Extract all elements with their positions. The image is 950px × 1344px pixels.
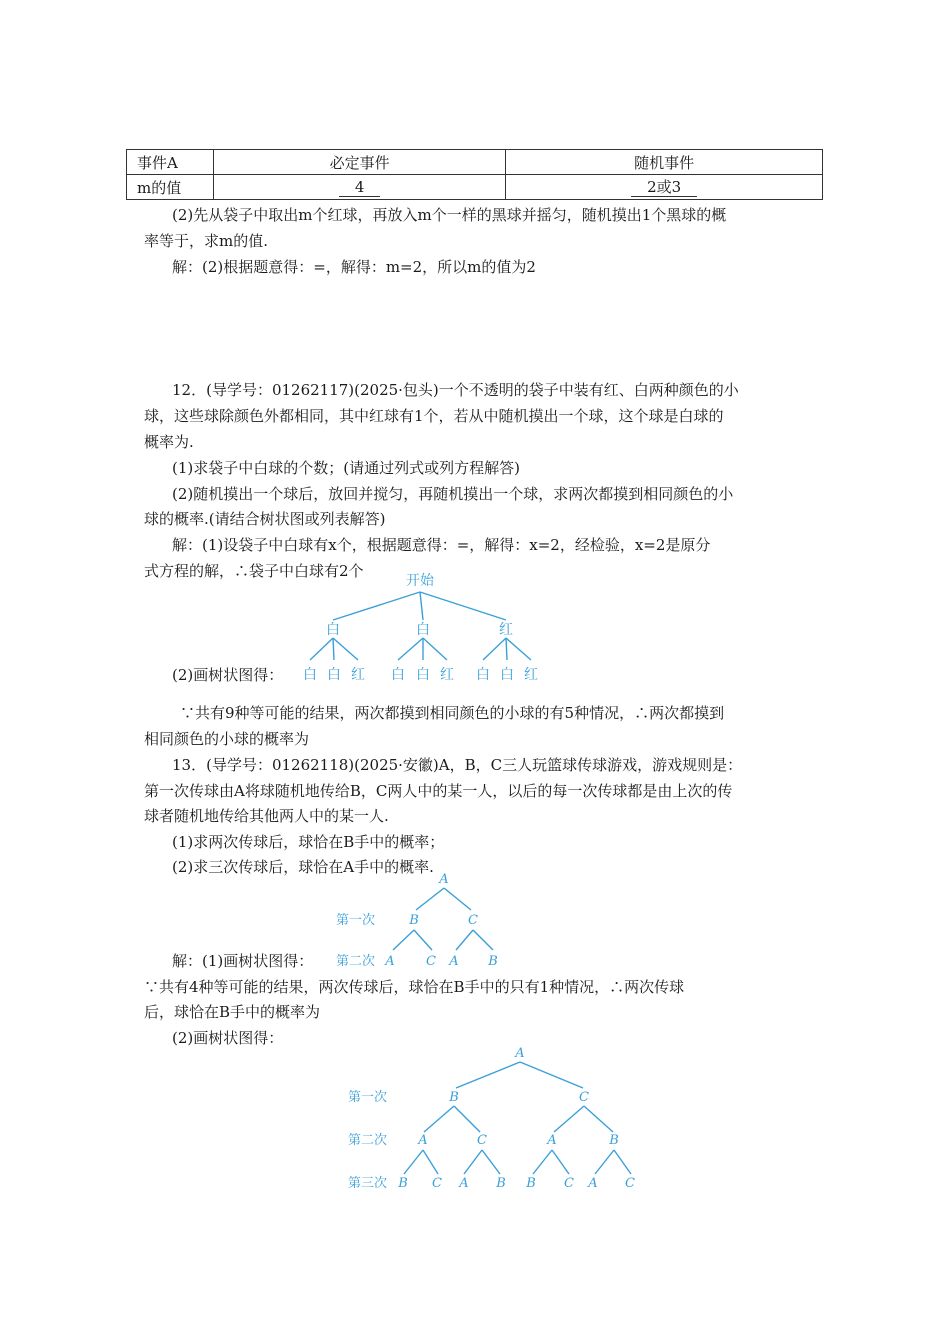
table-row <box>127 175 823 200</box>
solution-text: ∵共有9种等可能的结果，两次都摸到相同颜色的小球的有5种情况，∴两次都摸到 <box>180 704 725 722</box>
answer-blank: 4 <box>339 178 381 197</box>
solution-text: 解：(1)画树状图得： <box>172 952 314 970</box>
tree-node: A <box>418 1133 428 1148</box>
tree-node: 红 <box>499 622 513 638</box>
tree-leaf: C <box>564 1176 574 1191</box>
tree-root: A <box>515 1046 525 1061</box>
tree-leaf: 白 <box>476 667 490 683</box>
answer-blank: 2或3 <box>631 178 697 197</box>
table-cell: 事件A <box>127 150 214 175</box>
solution-text: ∵共有4种等可能的结果，两次传球后，球恰在B手中的只有1种情况，∴两次传球 <box>144 978 685 996</box>
tree-node: A <box>547 1133 557 1148</box>
table-cell: m的值 <box>127 175 214 200</box>
tree-leaf: 白 <box>416 667 430 683</box>
question-text: 球的概率.(请结合树状图或列表解答) <box>144 510 386 528</box>
color-tree-diagram <box>290 568 550 686</box>
table-cell <box>214 175 506 200</box>
question-text: (2)求三次传球后，球恰在A手中的概率. <box>172 858 434 876</box>
tree-leaf: B <box>488 954 498 969</box>
tree-leaf: 白 <box>500 667 514 683</box>
question-text: (2)先从袋子中取出m个红球，再放入m个一样的黑球并摇匀，随机摸出1个黑球的概 <box>172 206 727 224</box>
tree-node: B <box>409 913 419 928</box>
question-text: (1)求袋子中白球的个数；(请通过列式或列方程解答) <box>172 459 520 477</box>
tree-node: 白 <box>416 622 430 638</box>
tree-root: A <box>439 872 449 887</box>
question-text: 率等于，求m的值. <box>144 232 268 250</box>
pass-tree-diagram-three <box>340 1040 640 1192</box>
tree-node: B <box>449 1090 459 1105</box>
tree-node: C <box>468 913 478 928</box>
question-text: (2)随机摸出一个球后，放回并搅匀，再随机摸出一个球，求两次都摸到相同颜色的小 <box>172 485 734 503</box>
question-text: 12．(导学号：01262117)(2025·包头)一个不透明的袋子中装有红、白两种颜色的小 <box>172 381 739 399</box>
events-table <box>126 149 823 200</box>
tree-node: 白 <box>326 622 340 638</box>
solution-text: 式方程的解，∴袋子中白球有2个 <box>144 562 364 580</box>
row-label: 第二次 <box>336 954 376 969</box>
tree-leaf: 白 <box>303 667 317 683</box>
question-text: 13．(导学号：01262118)(2025·安徽)A，B，C三人玩篮球传球游戏，游戏规则是： <box>172 756 743 774</box>
table-row <box>127 150 823 175</box>
solution-text: 相同颜色的小球的概率为 <box>144 730 310 748</box>
tree-leaf: 红 <box>440 667 454 683</box>
question-text: 概率为. <box>144 433 194 451</box>
tree-node: C <box>579 1090 589 1105</box>
tree-leaf: 红 <box>524 667 538 683</box>
solution-text: 解：(2)根据题意得：=，解得：m=2，所以m的值为2 <box>172 258 536 276</box>
question-text: 第一次传球由A将球随机地传给B，C两人中的某一人，以后的每一次传球都是由上次的传 <box>144 782 733 800</box>
tree-node: C <box>477 1133 487 1148</box>
question-text: 球者随机地传给其他两人中的某一人. <box>144 807 389 825</box>
tree-leaf: C <box>432 1176 442 1191</box>
row-label: 第二次 <box>348 1133 388 1148</box>
tree-leaf: A <box>449 954 459 969</box>
tree-leaf: B <box>496 1176 506 1191</box>
tree-leaf: B <box>398 1176 408 1191</box>
solution-text: (2)画树状图得： <box>172 666 284 684</box>
tree-leaf: 白 <box>327 667 341 683</box>
solution-text: 后，球恰在B手中的概率为 <box>144 1003 321 1021</box>
tree-node: B <box>609 1133 619 1148</box>
tree-leaf: 白 <box>391 667 405 683</box>
table-cell <box>506 175 823 200</box>
table-cell: 随机事件 <box>506 150 823 175</box>
row-label: 第一次 <box>336 913 376 928</box>
tree-root: 开始 <box>406 573 434 589</box>
question-text: (1)求两次传球后，球恰在B手中的概率； <box>172 833 445 851</box>
solution-text: (2)画树状图得： <box>172 1029 284 1047</box>
tree-leaf: B <box>526 1176 536 1191</box>
row-label: 第三次 <box>348 1176 388 1191</box>
tree-leaf: C <box>625 1176 635 1191</box>
table-cell: 必定事件 <box>214 150 506 175</box>
tree-leaf: A <box>385 954 395 969</box>
pass-tree-diagram-two <box>330 866 510 970</box>
tree-leaf: A <box>588 1176 598 1191</box>
tree-leaf: A <box>459 1176 469 1191</box>
row-label: 第一次 <box>348 1090 388 1105</box>
solution-text: 解：(1)设袋子中白球有x个，根据题意得：=，解得：x=2，经检验，x=2是原分 <box>172 536 711 554</box>
tree-leaf: 红 <box>351 667 365 683</box>
question-text: 球，这些球除颜色外都相同，其中红球有1个，若从中随机摸出一个球，这个球是白球的 <box>144 407 724 425</box>
tree-leaf: C <box>426 954 436 969</box>
